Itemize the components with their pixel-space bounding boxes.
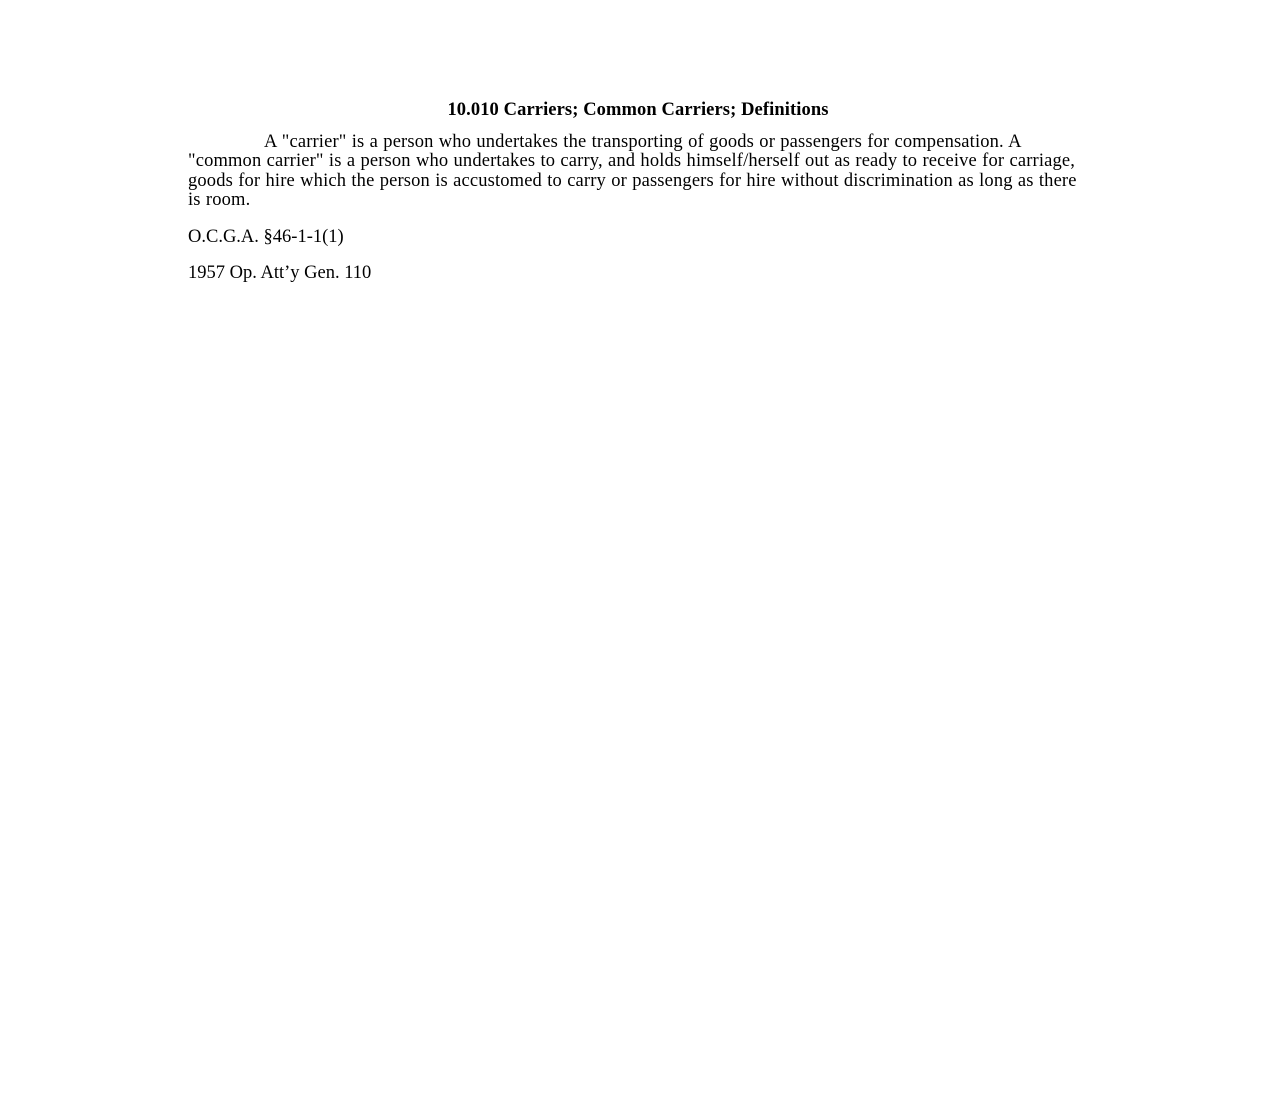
- document-content: [188, 98, 1088, 283]
- section-title: 10.010 Carriers; Common Carriers; Definitions: [447, 100, 829, 120]
- attorney-general-citation: 1957 Op. Att’y Gen. 110: [188, 262, 372, 283]
- definition-paragraph: A "carrier" is a person who undertakes the transporting of goods or passengers for compensation. A "common carrier" is a person who undertakes to carry, and holds himself/herself out as ready to receive for carriage, goods for hire which the person is accustomed to carry or passengers for hire without discrimination as long as there is room.: [188, 132, 1077, 211]
- statute-citation: O.C.G.A. §46-1-1(1): [188, 226, 344, 247]
